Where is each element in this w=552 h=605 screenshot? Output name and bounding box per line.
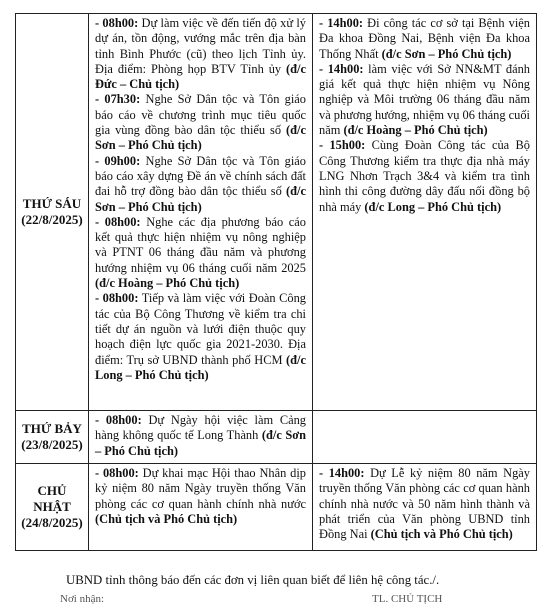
afternoon-cell [313, 14, 537, 411]
schedule-item: - 07h30: Nghe Sở Dân tộc và Tôn giáo báo cáo về chương trình mục tiêu quốc gia vùng đồng bào dân tộc thiểu số (đ/c Sơn – Phó Chủ tịch) [95, 92, 306, 153]
schedule-item: - 08h00: Nghe các địa phương báo cáo kết quả thực hiện nhiệm vụ nông nghiệp và PTNT 06 tháng đầu năm và phương hướng nhiệm vụ 06 tháng cuối năm 2025 (đ/c Hoàng – Phó Chủ tịch) [95, 214, 306, 291]
schedule-item: - 08h00: Dự Ngày hội việc làm Cảng hàng không quốc tế Long Thành (đ/c Sơn – Phó Chủ tịch) [95, 413, 307, 458]
day-cell [16, 14, 89, 411]
day-cell [16, 411, 89, 464]
schedule-item: - 09h00: Nghe Sở Dân tộc và Tôn giáo báo cáo xây dựng Đề án về chính sách đất đai hỗ trợ đồng bào dân tộc thiểu số (đ/c Sơn – Phó Chủ tịch) [95, 153, 306, 214]
afternoon-cell [313, 464, 537, 551]
schedule-item: - 15h00: Cùng Đoàn Công tác của Bộ Công Thương kiểm tra thực địa nhà máy LNG Nhơn Trạch 3&4 và kiểm tra tình hình thi công đường dây đấu nối đồng bộ nhà máy (đ/c Long – Phó Chủ tịch) [319, 138, 530, 214]
row-sunday [16, 464, 537, 551]
schedule-item: - 08h00: Dự khai mạc Hội thao Nhân dịp kỷ niệm 80 năm Ngày truyền thống Văn phòng các cơ quan hành chính nhà nước (Chủ tịch và Phó Chủ tịch) [95, 466, 306, 526]
recipients-label: Nơi nhận: [60, 593, 105, 605]
day-date: (23/8/2025) [21, 437, 83, 452]
schedule-table [15, 13, 537, 551]
signature-title: TL. CHỦ TỊCH [372, 593, 443, 605]
schedule-item: - 08h00: Dự làm việc về đến tiến độ xử lý dự án, tồn động, vướng mắc trên địa bàn tỉnh Bình Phước (cũ) theo lịch Tỉnh ủy. Địa điểm: Phòng họp BTV Tỉnh ủy (đ/c Đức – Chủ tịch) [95, 16, 306, 92]
schedule-item: - 14h00: Đi công tác cơ sở tại Bệnh viện Đa khoa Đồng Nai, Bệnh viện Đa khoa Thống Nhất (đ/c Sơn – Phó Chủ tịch) [319, 16, 531, 61]
day-name: THỨ BẢY [22, 421, 82, 436]
row-friday [16, 14, 537, 411]
morning-cell [89, 14, 313, 411]
day-name: THỨ SÁU [22, 196, 82, 211]
row-saturday [16, 411, 537, 464]
day-cell [16, 464, 89, 551]
schedule-item: - 14h00: làm việc với Sở NN&MT đánh giá kết quả thực hiện nhiệm vụ Nông nghiệp và Môi trường 06 tháng đầu năm và phương hướng, nhiệm vụ 06 tháng cuối năm (đ/c Hoàng – Phó Chủ tịch) [319, 61, 530, 138]
day-name: CHỦ NHẬT [33, 483, 71, 514]
schedule-item: - 14h00: Dự Lễ kỷ niệm 80 năm Ngày truyền thống Văn phòng các cơ quan hành chính nhà nước và 50 năm hình thành và phát triển của Văn phòng UBND tỉnh Đồng Nai (Chủ tịch và Phó Chủ tịch) [319, 466, 530, 542]
morning-cell [89, 464, 313, 551]
day-date: (22/8/2025) [21, 212, 83, 227]
afternoon-cell [313, 411, 537, 464]
closing-note: UBND tỉnh thông báo đến các đơn vị liên quan biết để liên hệ công tác./. [66, 573, 440, 587]
schedule-item: - 08h00: Tiếp và làm việc với Đoàn Công tác của Bộ Công Thương về kiểm tra chi tiết dự án nguồn và lưới điện thuộc quy hoạch điện lực quốc gia 2021-2030. Địa điểm: Trụ sở UBND thành phố HCM (đ/c Long – Phó Chủ tịch) [95, 291, 306, 382]
morning-cell [89, 411, 313, 464]
day-date: (24/8/2025) [21, 515, 83, 530]
